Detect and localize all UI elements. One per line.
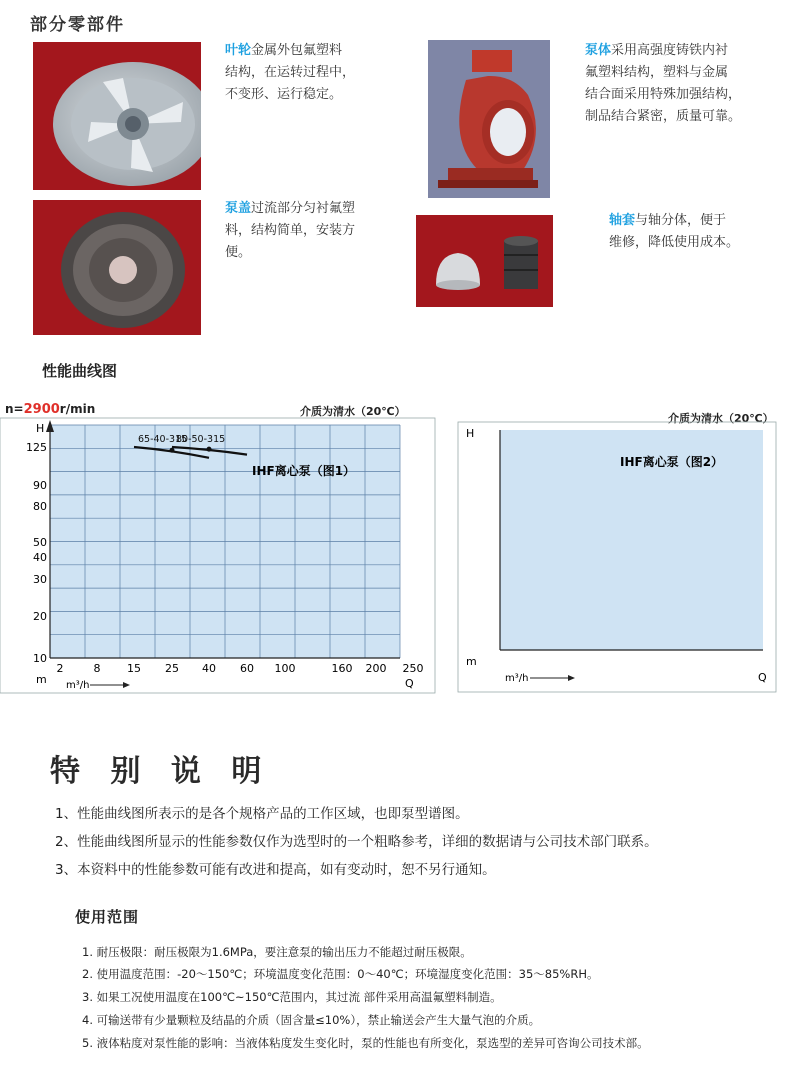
series-point bbox=[170, 448, 175, 453]
chart2 bbox=[455, 420, 790, 695]
x-tick-label: 40 bbox=[202, 662, 216, 675]
y-tick-label: 40 bbox=[33, 551, 47, 564]
pump-cover-line-3: 便。 bbox=[225, 245, 252, 260]
pump-cover-photo bbox=[33, 200, 201, 335]
series-label: 65-40-315 bbox=[138, 434, 188, 445]
special-note-3: 3、本资料中的性能参数可能有改进和提高，如有变动时，恕不另行通知。 bbox=[55, 862, 496, 878]
speed-value: 2900 bbox=[23, 402, 60, 417]
pump-body-photo bbox=[428, 40, 550, 198]
usage-range-item-5: 5. 液体粘度对泵性能的影响：当液体粘度发生变化时，泵的性能也有所变化，泵选型的差异可咨询公司技术部。 bbox=[82, 1036, 649, 1050]
pump-body-line-1: 采用高强度铸铁内衬 bbox=[611, 43, 729, 58]
impeller-desc bbox=[225, 40, 415, 106]
series-label: 80-50-315 bbox=[176, 434, 226, 445]
chart2-xunit-arrowhead bbox=[568, 675, 575, 681]
shaft-sleeve-image bbox=[416, 215, 553, 307]
x-tick-label: 8 bbox=[93, 662, 101, 675]
y-tick-label: 50 bbox=[33, 536, 47, 549]
shaft-sleeve-line-1: 与轴分体，便于 bbox=[635, 213, 727, 228]
x-tick-label: 60 bbox=[240, 662, 254, 675]
y-tick-label: 125 bbox=[26, 441, 47, 454]
x-tick-label: 15 bbox=[127, 662, 141, 675]
chart2-medium-note: 介质为清水（20℃） bbox=[668, 412, 774, 425]
pump-cover-image bbox=[33, 200, 201, 335]
x-tick-label: 200 bbox=[365, 662, 387, 675]
special-notes-title: 特 别 说 明 bbox=[50, 754, 272, 789]
chart2-title: IHF离心泵（图2） bbox=[620, 455, 724, 469]
pump-cover-name: 泵盖 bbox=[225, 201, 252, 216]
chart1-title: IHF离心泵（图1） bbox=[252, 464, 356, 478]
pump-body-image bbox=[428, 40, 550, 198]
pump-body-desc bbox=[585, 40, 785, 128]
usage-range-item-3: 3. 如果工况使用温度在100℃~150℃范围内，其过流 部件采用高温氟塑料制造。 bbox=[82, 990, 502, 1004]
pump-cover-desc bbox=[225, 198, 405, 264]
chart1-ylabel: H bbox=[36, 422, 45, 435]
chart1-xlabel: Q bbox=[405, 677, 414, 690]
chart1-xunit-arrowhead bbox=[123, 682, 130, 688]
impeller-line-1: 金属外包氟塑料 bbox=[251, 43, 343, 58]
curve-section-title: 性能曲线图 bbox=[42, 362, 118, 380]
y-tick-label: 20 bbox=[33, 610, 47, 623]
shaft-sleeve-line-2: 维修，降低使用成本。 bbox=[609, 235, 740, 250]
chart1-yunit: m bbox=[36, 673, 47, 686]
pump-body-line-4: 制品结合紧密，质量可靠。 bbox=[585, 109, 742, 124]
impeller-line-3: 不变形、运行稳定。 bbox=[225, 87, 343, 102]
y-tick-label: 30 bbox=[33, 573, 47, 586]
x-tick-label: 250 bbox=[402, 662, 424, 675]
shaft-sleeve-photo bbox=[416, 215, 553, 307]
x-tick-label: 100 bbox=[274, 662, 296, 675]
y-tick-label: 10 bbox=[33, 652, 47, 665]
chart2-ylabel: H bbox=[466, 427, 475, 440]
impeller-photo bbox=[33, 42, 201, 190]
chart2-xunit: m³/h bbox=[505, 673, 529, 684]
shaft-sleeve-desc bbox=[609, 210, 789, 254]
usage-range-title: 使用范围 bbox=[75, 908, 140, 926]
usage-range-item-4: 4. 可输送带有少量颗粒及结晶的介质（固含量≤10%），禁止输送会产生大量气泡的介质。 bbox=[82, 1013, 541, 1027]
pump-body-name: 泵体 bbox=[585, 43, 612, 58]
chart2-yunit: m bbox=[466, 655, 477, 668]
chart1-xunit: m³/h bbox=[66, 680, 90, 691]
pump-body-line-3: 结合面采用特殊加强结构， bbox=[585, 87, 742, 102]
usage-range-item-1: 1. 耐压极限：耐压极限为1.6MPa，要注意泵的输出压力不能超过耐压极限。 bbox=[82, 945, 472, 959]
x-tick-label: 2 bbox=[56, 662, 64, 675]
impeller-name: 叶轮 bbox=[225, 43, 252, 58]
impeller-image bbox=[33, 42, 201, 190]
series-point bbox=[207, 447, 212, 452]
y-tick-label: 80 bbox=[33, 500, 47, 513]
y-tick-label: 90 bbox=[33, 479, 47, 492]
impeller-line-2: 结构，在运转过程中， bbox=[225, 65, 356, 80]
pump-body-line-2: 氟塑料结构，塑料与金属 bbox=[585, 65, 729, 80]
shaft-sleeve-name: 轴套 bbox=[609, 213, 636, 228]
x-tick-label: 25 bbox=[165, 662, 179, 675]
usage-range-item-2: 2. 使用温度范围：-20～150℃；环境温度变化范围：0～40℃；环境湿度变化范围：35～85%RH。 bbox=[82, 967, 599, 981]
chart1-medium-note: 介质为清水（20℃） bbox=[300, 405, 406, 418]
chart2-xlabel: Q bbox=[758, 671, 767, 684]
speed-unit: r/min bbox=[59, 402, 96, 416]
pump-cover-line-2: 料，结构简单，安装方 bbox=[225, 223, 356, 238]
chart1 bbox=[0, 415, 440, 695]
x-tick-label: 160 bbox=[331, 662, 353, 675]
speed-prefix: n= bbox=[5, 402, 24, 416]
special-note-1: 1、性能曲线图所表示的是各个规格产品的工作区域，也即泵型谱图。 bbox=[55, 806, 469, 822]
parts-section-title: 部分零部件 bbox=[30, 15, 125, 35]
pump-cover-line-1: 过流部分匀衬氟塑 bbox=[251, 201, 356, 216]
special-note-2: 2、性能曲线图所显示的性能参数仅作为选型时的一个粗略参考，详细的数据请与公司技术部门联系。 bbox=[55, 834, 658, 850]
